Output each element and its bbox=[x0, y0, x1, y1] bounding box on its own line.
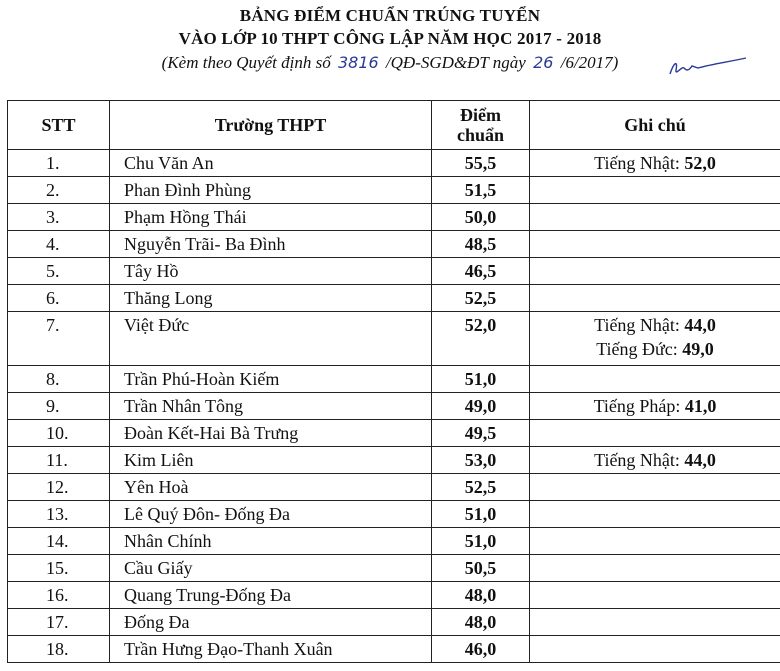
row-note bbox=[530, 609, 780, 636]
table-row bbox=[8, 231, 780, 258]
table-row bbox=[8, 609, 780, 636]
table-row bbox=[8, 393, 780, 420]
row-school-name: Chu Văn An bbox=[110, 150, 432, 177]
row-stt: 11. bbox=[8, 447, 110, 474]
document-title-line1: BẢNG ĐIỂM CHUẨN TRÚNG TUYỂN bbox=[239, 6, 541, 25]
column-header-note: Ghi chú bbox=[530, 101, 780, 150]
row-school-name: Yên Hoà bbox=[110, 474, 432, 501]
row-cutoff-score: 48,0 bbox=[432, 609, 530, 636]
row-stt: 9. bbox=[8, 393, 110, 420]
note-language-score: 44,0 bbox=[684, 450, 716, 470]
row-stt: 18. bbox=[8, 636, 110, 663]
table-row bbox=[8, 312, 780, 366]
row-cutoff-score: 48,5 bbox=[432, 231, 530, 258]
row-school-name: Trần Phú-Hoàn Kiếm bbox=[110, 366, 432, 393]
row-stt: 12. bbox=[8, 474, 110, 501]
row-cutoff-score: 49,5 bbox=[432, 420, 530, 447]
table-row bbox=[8, 150, 780, 177]
table-row bbox=[8, 582, 780, 609]
decision-prefix: (Kèm theo Quyết định số bbox=[161, 53, 331, 72]
note-language-label: Tiếng Pháp: bbox=[593, 396, 681, 416]
row-note bbox=[530, 150, 780, 177]
row-cutoff-score: 46,0 bbox=[432, 636, 530, 663]
row-school-name: Nhân Chính bbox=[110, 528, 432, 555]
decision-mid: /QĐ-SGD&ĐT ngày bbox=[385, 53, 526, 72]
row-cutoff-score: 52,5 bbox=[432, 474, 530, 501]
table-row bbox=[8, 258, 780, 285]
row-school-name: Đoàn Kết-Hai Bà Trưng bbox=[110, 420, 432, 447]
row-note bbox=[530, 501, 780, 528]
note-language-label: Tiếng Đức: bbox=[596, 339, 678, 359]
row-stt: 17. bbox=[8, 609, 110, 636]
row-stt: 14. bbox=[8, 528, 110, 555]
row-note bbox=[530, 258, 780, 285]
row-cutoff-score: 52,0 bbox=[432, 312, 530, 366]
column-header-school: Trường THPT bbox=[110, 101, 432, 150]
table-row bbox=[8, 420, 780, 447]
note-line bbox=[536, 313, 774, 337]
row-note bbox=[530, 204, 780, 231]
row-note bbox=[530, 420, 780, 447]
row-stt: 4. bbox=[8, 231, 110, 258]
row-note bbox=[530, 447, 780, 474]
column-header-stt: STT bbox=[8, 101, 110, 150]
row-stt: 16. bbox=[8, 582, 110, 609]
row-cutoff-score: 51,0 bbox=[432, 366, 530, 393]
row-school-name: Quang Trung-Đống Đa bbox=[110, 582, 432, 609]
row-school-name: Trần Hưng Đạo-Thanh Xuân bbox=[110, 636, 432, 663]
row-school-name: Cầu Giấy bbox=[110, 555, 432, 582]
row-cutoff-score: 49,0 bbox=[432, 393, 530, 420]
table-row bbox=[8, 447, 780, 474]
row-note bbox=[530, 393, 780, 420]
column-header-score bbox=[432, 101, 530, 150]
signature-mark bbox=[668, 56, 748, 80]
row-school-name: Phạm Hồng Thái bbox=[110, 204, 432, 231]
row-cutoff-score: 51,5 bbox=[432, 177, 530, 204]
row-stt: 1. bbox=[8, 150, 110, 177]
table-body bbox=[8, 150, 780, 663]
note-language-label: Tiếng Nhật: bbox=[594, 153, 680, 173]
row-school-name: Đống Đa bbox=[110, 609, 432, 636]
row-school-name: Nguyễn Trãi- Ba Đình bbox=[110, 231, 432, 258]
note-line bbox=[536, 151, 774, 175]
note-line bbox=[536, 448, 774, 472]
row-stt: 13. bbox=[8, 501, 110, 528]
row-note bbox=[530, 231, 780, 258]
row-note bbox=[530, 636, 780, 663]
row-stt: 2. bbox=[8, 177, 110, 204]
row-note bbox=[530, 528, 780, 555]
row-stt: 15. bbox=[8, 555, 110, 582]
table-row bbox=[8, 555, 780, 582]
score-header-line2: chuẩn bbox=[456, 125, 505, 145]
note-language-score: 49,0 bbox=[682, 339, 714, 359]
table-row bbox=[8, 474, 780, 501]
row-cutoff-score: 53,0 bbox=[432, 447, 530, 474]
row-stt: 5. bbox=[8, 258, 110, 285]
table-row bbox=[8, 636, 780, 663]
note-line bbox=[536, 394, 774, 418]
row-school-name: Việt Đức bbox=[110, 312, 432, 366]
table-header-row bbox=[8, 101, 780, 150]
table-row bbox=[8, 501, 780, 528]
row-stt: 10. bbox=[8, 420, 110, 447]
note-language-label: Tiếng Nhật: bbox=[594, 315, 680, 335]
admission-score-table bbox=[7, 100, 780, 663]
row-cutoff-score: 48,0 bbox=[432, 582, 530, 609]
row-school-name: Trần Nhân Tông bbox=[110, 393, 432, 420]
row-cutoff-score: 50,0 bbox=[432, 204, 530, 231]
row-school-name: Phan Đình Phùng bbox=[110, 177, 432, 204]
row-note bbox=[530, 474, 780, 501]
note-language-score: 44,0 bbox=[684, 315, 716, 335]
row-note bbox=[530, 177, 780, 204]
note-line bbox=[536, 337, 774, 361]
row-school-name: Lê Quý Đôn- Đống Đa bbox=[110, 501, 432, 528]
decision-day-handwritten: 26 bbox=[533, 53, 554, 72]
row-note bbox=[530, 555, 780, 582]
decision-suffix: /6/2017) bbox=[560, 53, 619, 72]
table-row bbox=[8, 177, 780, 204]
row-stt: 8. bbox=[8, 366, 110, 393]
row-school-name: Kim Liên bbox=[110, 447, 432, 474]
decision-number-handwritten: 3816 bbox=[337, 53, 379, 72]
row-note bbox=[530, 285, 780, 312]
score-header-line1: Điểm bbox=[460, 105, 501, 125]
decision-reference bbox=[0, 53, 780, 73]
row-cutoff-score: 51,0 bbox=[432, 528, 530, 555]
row-school-name: Thăng Long bbox=[110, 285, 432, 312]
table-row bbox=[8, 528, 780, 555]
table-row bbox=[8, 204, 780, 231]
note-language-label: Tiếng Nhật: bbox=[594, 450, 680, 470]
note-language-score: 52,0 bbox=[684, 153, 716, 173]
row-note bbox=[530, 312, 780, 366]
row-note bbox=[530, 582, 780, 609]
row-cutoff-score: 52,5 bbox=[432, 285, 530, 312]
table-row bbox=[8, 366, 780, 393]
row-note bbox=[530, 366, 780, 393]
row-cutoff-score: 55,5 bbox=[432, 150, 530, 177]
document-title-line2: VÀO LỚP 10 THPT CÔNG LẬP NĂM HỌC 2017 - 2018 bbox=[178, 29, 602, 48]
row-stt: 7. bbox=[8, 312, 110, 366]
row-stt: 3. bbox=[8, 204, 110, 231]
row-school-name: Tây Hồ bbox=[110, 258, 432, 285]
note-language-score: 41,0 bbox=[684, 396, 717, 416]
row-cutoff-score: 50,5 bbox=[432, 555, 530, 582]
row-cutoff-score: 51,0 bbox=[432, 501, 530, 528]
row-stt: 6. bbox=[8, 285, 110, 312]
row-cutoff-score: 46,5 bbox=[432, 258, 530, 285]
table-row bbox=[8, 285, 780, 312]
